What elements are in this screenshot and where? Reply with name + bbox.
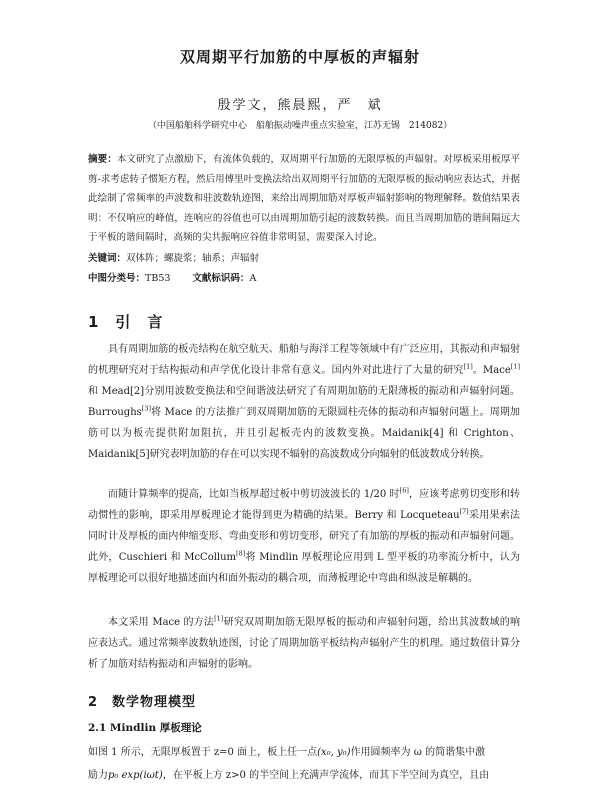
section-2-1-line-1 xyxy=(88,742,520,763)
abstract-label: 摘要： xyxy=(88,154,117,165)
citation: [1] xyxy=(510,362,520,371)
text-run: 将 Mace 的方法推广到双周期加筋的无限圆柱壳体的振动和声辐射问题上。周期加筋可以为板壳提供附加阻抗，并且引起板壳内的波数变换。Maidanik[4] 和 Crighton、Maidanik[5]研究表明加筋的存在可以实现不辐射的高波数成分向辐射的低波数成分转换。 xyxy=(88,407,520,460)
citation: [3] xyxy=(141,404,152,413)
section-2-1-heading: 2.1 Mindlin 厚板理论 xyxy=(88,722,202,734)
text-run: 本文采用 Mace 的方法 xyxy=(108,617,215,628)
text-run: 将 Mindlin 厚板理论应用到 L 型平板的功率流分析中，认为厚板理论可以很好地描述面内和面外振动的耦合项，而薄板理论中弯曲和纵波是解耦的。 xyxy=(88,552,520,584)
section-1-paragraph-1 xyxy=(88,339,520,465)
citation: [1] xyxy=(214,614,224,623)
keywords-label: 关键词： xyxy=(88,253,127,264)
section-2-heading: 2 数学物理模型 xyxy=(88,695,197,710)
text-run: 和 Mead[2]分别用波数变换法和空间谐波法研究了有周期加筋的无限薄板的振动和声辐射问题。Burroughs xyxy=(88,386,520,418)
abstract xyxy=(88,150,520,248)
citation: [1] xyxy=(463,362,473,371)
section-1-heading: 1 引 言 xyxy=(88,313,164,331)
section-2-1-line-2 xyxy=(88,765,520,786)
clc-value: TB53 xyxy=(145,273,171,284)
text-run: 研究双周期加筋无限厚板的振动和声辐射问题，给出其波数域的响应表达式。通过常频率波数轨迹图，讨论了周期加筋平板结构声辐射产生的机理。通过数值计算分析了加筋对结构振动和声辐射的影响。 xyxy=(88,617,521,670)
abstract-text: 本文研究了点激励下，有流体负载的，双周期平行加筋的无限厚板的声辐射。对厚板采用板厚平剪-求考虑转子惯矩方程，然后用傅里叶变换法给出双周期平行加筋的无限厚板的振动响应表达式，并据此绘制了常频率的声波数和驻波数轨迹图，来给出周期加筋对厚板声辐射影响的物理解释。数值结果表明：不仅响应的峰值，连响应的谷值也可以由周期加筋引起的波数转换。而且当周期加筋的谐间隔远大于平板的谐间隔时，高频的尖共振响应谷值非常明显，需要深入讨论。 xyxy=(88,154,520,243)
doccode-value: A xyxy=(249,273,257,284)
citation: [7] xyxy=(459,507,469,516)
classification xyxy=(88,270,256,284)
math-expression: (x₀, y₀) xyxy=(317,747,351,758)
text-run: ，在平板上方 z>0 的半空间上充满声学流体，而其下半空间为真空，且由 xyxy=(162,770,490,781)
text-run: 。Mace xyxy=(472,365,511,376)
section-1-paragraph-2 xyxy=(88,484,520,589)
text-run: 作用圆频率为 ω 的简谐集中激 xyxy=(350,747,486,758)
math-expression: p₀ exp(iωt) xyxy=(108,770,163,781)
text-run: ，应该考虑剪切变形和转动惯性的影响，即采用厚板理论才能得到更为精确的结果。Berry 和 Locqueteau xyxy=(88,489,520,521)
text-run: 励力 xyxy=(88,770,108,781)
paper-title: 双周期平行加筋的中厚板的声辐射 xyxy=(179,48,420,66)
citation: [6] xyxy=(399,486,409,495)
section-1-paragraph-3 xyxy=(88,612,520,675)
doccode-label: 文献标识码： xyxy=(192,273,250,284)
paper-affiliation: （中国船舶科学研究中心 船舶振动噪声重点实验室，江苏无锡 214082） xyxy=(147,121,453,131)
keywords xyxy=(88,250,259,264)
text-run: 而随计算频率的提高，比如当板厚超过板中剪切波波长的 1/20 时 xyxy=(108,489,400,500)
clc-label: 中图分类号： xyxy=(88,273,146,284)
text-run: 具有周期加筋的板壳结构在航空航天、船舶与海洋工程等领域中有广泛应用，其振动和声辐射的机理研究对于结构振动和声学优化设计非常有意义。国内外对此进行了大量的研究 xyxy=(88,344,520,376)
paper-authors: 殷学文，熊晨熙，严 斌 xyxy=(217,98,383,113)
keywords-text: 双体阵；螺旋浆；轴系；声辐射 xyxy=(126,253,260,264)
text-run: 采用果索法同时计及厚板的面内伸缩变形、弯曲变形和剪切变形，研究了有加筋的厚板的振动和声辐射问题。此外，Cuschieri 和 McCollum xyxy=(88,510,520,563)
text-run: 如图 1 所示，无限厚板置于 z=0 面上，板上任一点 xyxy=(88,747,318,758)
citation: [8] xyxy=(236,549,246,558)
